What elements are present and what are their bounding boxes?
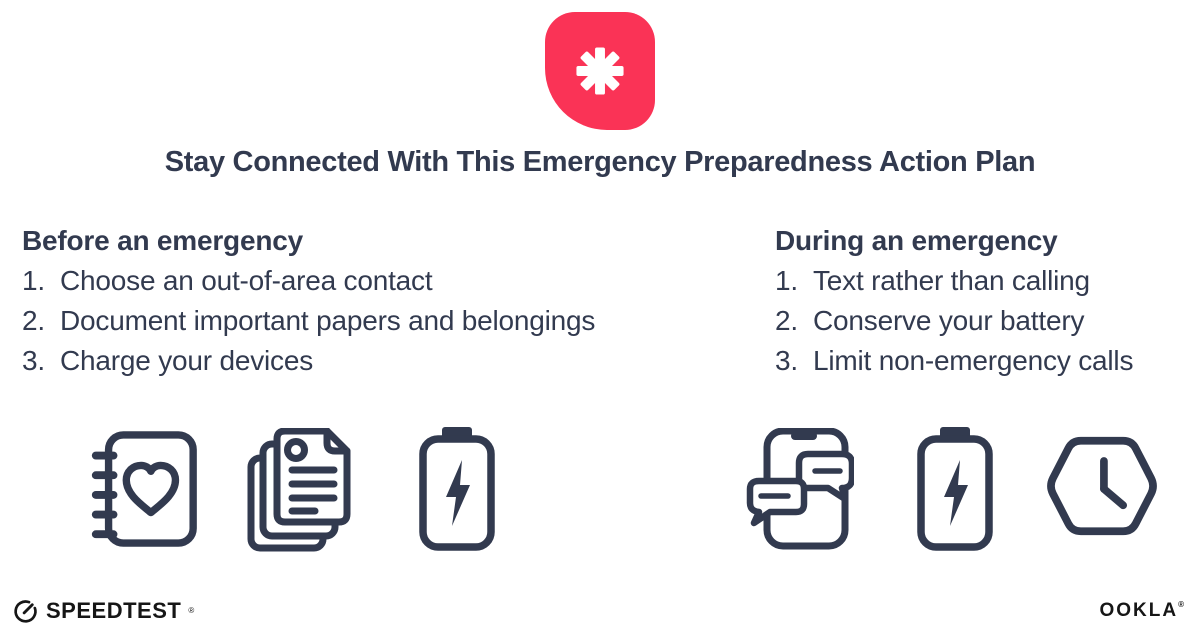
before-heading: Before an emergency — [22, 225, 303, 256]
clock-hexagon-icon — [1044, 434, 1160, 538]
list-number: 2. — [775, 305, 798, 336]
emergency-badge — [545, 12, 655, 130]
page-title: Stay Connected With This Emergency Preparedness Action Plan — [164, 146, 1036, 178]
list-number: 3. — [775, 345, 798, 376]
list-text: Choose an out-of-area contact — [60, 265, 433, 296]
speedtest-wordmark: SPEEDTEST — [46, 598, 182, 623]
list-text: Limit non-emergency calls — [813, 345, 1134, 376]
during-heading: During an emergency — [775, 225, 1058, 256]
list-item — [22, 261, 722, 301]
list-text: Text rather than calling — [813, 265, 1090, 296]
list-text: Document important papers and belongings — [60, 305, 596, 336]
list-item — [775, 341, 1195, 381]
battery-charge-icon — [916, 426, 994, 552]
speedtest-trademark: ® — [188, 606, 195, 615]
list-number: 3. — [22, 345, 45, 376]
battery-charge-icon — [418, 426, 496, 552]
list-text: Charge your devices — [60, 345, 313, 376]
document-stack-icon — [247, 428, 351, 552]
list-item — [775, 301, 1195, 341]
during-emergency-section — [775, 221, 1195, 381]
list-number: 1. — [22, 265, 45, 296]
speedtest-logo — [12, 596, 194, 626]
medical-asterisk-icon — [569, 40, 631, 102]
list-item — [775, 261, 1195, 301]
contacts-notebook-heart-icon — [88, 430, 198, 548]
ookla-trademark: ® — [1178, 600, 1186, 609]
list-number: 1. — [775, 265, 798, 296]
before-emergency-section — [22, 221, 722, 381]
phone-text-messages-icon — [746, 428, 854, 550]
list-item — [22, 301, 722, 341]
ookla-wordmark: OOKLA — [1099, 600, 1179, 621]
list-text: Conserve your battery — [813, 305, 1085, 336]
list-number: 2. — [22, 305, 45, 336]
ookla-logo — [1099, 600, 1186, 622]
speedtest-gauge-icon — [12, 598, 39, 625]
list-item — [22, 341, 722, 381]
